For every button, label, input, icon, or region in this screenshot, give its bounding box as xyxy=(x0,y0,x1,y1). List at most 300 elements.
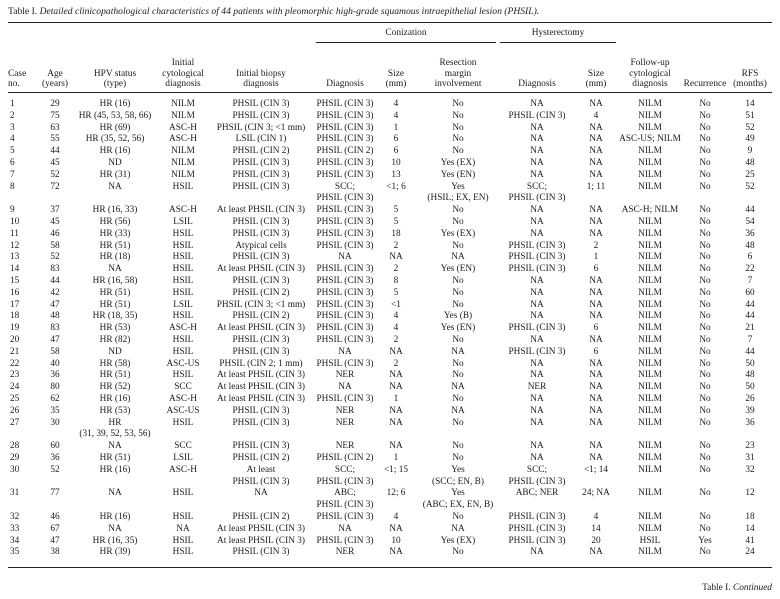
cell-follow-up-cytology: ASC-US; NILM xyxy=(619,134,681,145)
cell-initial-cytology: ASC-H xyxy=(169,394,197,404)
cell-hpv-status: HR (69) xyxy=(99,122,131,133)
cell-age: 60 xyxy=(50,441,60,452)
caption-label: Table I. xyxy=(8,6,40,17)
cell-initial-cytology: NA xyxy=(176,523,190,534)
cell-hysterectomy-diagnosis: NA xyxy=(530,287,544,298)
cell-age: 45 xyxy=(50,158,60,168)
cell-hysterectomy-size: 20 xyxy=(591,535,601,546)
cell-follow-up-cytology: NILM xyxy=(638,417,662,428)
cell-initial-cytology: ASC-H xyxy=(169,323,197,334)
column-header-rfs xyxy=(728,69,772,90)
cell-hysterectomy-size: 4 xyxy=(593,512,599,522)
cell-rfs: 44 xyxy=(745,205,755,216)
cell-conization-size: 2 xyxy=(393,240,399,251)
cell-conization-size: 6 xyxy=(393,146,399,157)
cell-hysterectomy-size: 6 xyxy=(593,346,599,357)
cell-age: 36 xyxy=(50,453,60,463)
cell-recurrence: No xyxy=(699,240,711,251)
cell-resection-margin: No xyxy=(452,394,464,404)
continued-text: Continued xyxy=(732,583,772,593)
table-row-line xyxy=(8,300,772,311)
cell-hpv-status: ND xyxy=(108,158,122,168)
cell-age: 72 xyxy=(50,181,60,192)
cell-rfs: 36 xyxy=(745,228,755,239)
cell-initial-cytology: HSIL xyxy=(172,346,194,357)
cell-initial-cytology: ASC-H xyxy=(169,134,197,145)
cell-resection-margin: Yes (EX) xyxy=(440,535,476,546)
cell-hpv-status: HR (56) xyxy=(99,217,131,227)
cell-case-no: 32 xyxy=(10,512,20,522)
cell-conization-size: 1 xyxy=(393,394,399,404)
cell-hysterectomy-size: NA xyxy=(589,417,603,428)
cell-age: 46 xyxy=(50,228,60,239)
cell-initial-cytology: ASC-H xyxy=(169,122,197,133)
cell-resection-margin: Yes xyxy=(451,488,465,499)
cell-hysterectomy-size: 4 xyxy=(593,110,599,121)
cell-age: 44 xyxy=(50,276,60,286)
column-header-line: (mm) xyxy=(585,79,607,90)
cell-hysterectomy-size: NA xyxy=(589,287,603,298)
cell-conization-diagnosis: NER xyxy=(335,441,355,452)
table-row-line xyxy=(8,512,772,523)
table-row-line xyxy=(8,111,772,122)
cell-recurrence: No xyxy=(699,464,711,475)
cell-initial-cytology: HSIL xyxy=(172,370,194,381)
table-row-line xyxy=(8,418,772,429)
cell-initial-cytology: HSIL xyxy=(172,276,194,286)
cell-rfs: 21 xyxy=(745,323,755,334)
cell-age: 52 xyxy=(50,464,60,475)
cell-hysterectomy-size: 24; NA xyxy=(582,488,610,499)
cell-conization-diagnosis: PHSIL (CIN 3) xyxy=(316,205,374,216)
cell-hpv-status: HR (35, 52, 56) xyxy=(85,134,145,145)
cell-resection-margin: (HSIL; EX, EN) xyxy=(427,193,489,204)
cell-conization-size: 13 xyxy=(391,169,401,180)
cell-hysterectomy-diagnosis: PHSIL (CIN 3) xyxy=(508,252,566,263)
cell-hpv-status: HR (16, 33) xyxy=(92,205,138,216)
cell-rfs: 14 xyxy=(745,523,755,534)
cell-conization-size: NA xyxy=(389,252,403,263)
cell-conization-size: 4 xyxy=(393,311,399,322)
cell-initial-biopsy: At least PHSIL (CIN 3) xyxy=(217,523,305,534)
cell-resection-margin: Yes xyxy=(451,181,465,192)
cell-conization-diagnosis: PHSIL (CIN 3) xyxy=(316,299,374,310)
cell-follow-up-cytology: NILM xyxy=(638,99,662,109)
cell-conization-diagnosis: PHSIL (CIN 3) xyxy=(316,500,374,511)
cell-resection-margin: Yes (EX) xyxy=(440,228,476,239)
cell-initial-cytology: HSIL xyxy=(172,252,194,263)
cell-case-no: 23 xyxy=(10,370,20,381)
cell-case-no: 3 xyxy=(10,122,15,133)
cell-initial-cytology: SCC xyxy=(174,441,192,452)
table-row-line xyxy=(8,382,772,393)
cell-initial-biopsy: PHSIL (CIN 3) xyxy=(232,217,290,227)
cell-hysterectomy-diagnosis: NA xyxy=(530,335,544,345)
cell-hpv-status: HR (16) xyxy=(99,146,131,157)
cell-rfs: 39 xyxy=(745,405,755,416)
cell-conization-diagnosis: PHSIL (CIN 3) xyxy=(316,134,374,145)
cell-hpv-status: HR (58) xyxy=(99,358,131,369)
cell-initial-biopsy: PHSIL (CIN 3) xyxy=(232,547,290,558)
group-header-hysterectomy: Hysterectomy xyxy=(531,28,585,38)
cell-conization-size: NA xyxy=(389,523,403,534)
cell-hysterectomy-size: NA xyxy=(589,228,603,239)
cell-conization-size: <1; 15 xyxy=(383,464,409,475)
cell-resection-margin: No xyxy=(452,122,464,133)
top-rule xyxy=(8,22,772,23)
cell-age: 63 xyxy=(50,122,60,133)
cell-resection-margin: No xyxy=(452,358,464,369)
cell-initial-biopsy: PHSIL (CIN 3) xyxy=(232,335,290,345)
table-row-line xyxy=(8,394,772,405)
column-header-hysterectomy-diagnosis xyxy=(500,79,574,90)
cell-recurrence: No xyxy=(699,311,711,322)
cell-recurrence: No xyxy=(699,264,711,275)
cell-resection-margin: No xyxy=(452,512,464,522)
cell-recurrence: No xyxy=(699,146,711,157)
cell-resection-margin: No xyxy=(452,453,464,463)
table-row-line xyxy=(8,406,772,417)
cell-initial-cytology: HSIL xyxy=(172,417,194,428)
cell-follow-up-cytology: NILM xyxy=(638,146,662,157)
cell-conization-diagnosis: NER xyxy=(335,417,355,428)
cell-initial-cytology: HSIL xyxy=(172,512,194,522)
group-header-conization: Conization xyxy=(385,28,427,38)
cell-conization-size: NA xyxy=(389,382,403,393)
table-row-line xyxy=(8,311,772,322)
cell-hysterectomy-size: NA xyxy=(589,453,603,463)
cell-recurrence: No xyxy=(699,441,711,452)
cell-rfs: 18 xyxy=(745,512,755,522)
cell-case-no: 20 xyxy=(10,335,20,345)
cell-conization-size: <1; 6 xyxy=(386,181,406,192)
cell-case-no: 26 xyxy=(10,405,20,416)
table-row-line xyxy=(8,536,772,547)
column-header-line: margin xyxy=(444,68,472,79)
cell-hysterectomy-diagnosis: NA xyxy=(530,311,544,322)
cell-conization-diagnosis: PHSIL (CIN 3) xyxy=(316,122,374,133)
cell-recurrence: No xyxy=(699,417,711,428)
cell-conization-diagnosis: NER xyxy=(335,405,355,416)
table-row-line xyxy=(8,229,772,240)
cell-initial-biopsy: At least PHSIL (CIN 3) xyxy=(217,323,305,334)
cell-follow-up-cytology: NILM xyxy=(638,453,662,463)
cell-hpv-status: HR (39) xyxy=(99,547,131,558)
cell-hysterectomy-diagnosis: NA xyxy=(530,276,544,286)
column-header-line: (months) xyxy=(733,79,767,90)
cell-age: 30 xyxy=(50,417,60,428)
cell-recurrence: No xyxy=(699,110,711,121)
table-row-line xyxy=(8,453,772,464)
cell-case-no: 25 xyxy=(10,394,20,404)
table-row-line xyxy=(8,182,772,193)
cell-conization-diagnosis: PHSIL (CIN 3) xyxy=(316,110,374,121)
cell-hysterectomy-diagnosis: PHSIL (CIN 3) xyxy=(508,110,566,121)
cell-rfs: 52 xyxy=(745,122,755,133)
cell-recurrence: No xyxy=(699,252,711,263)
cell-rfs: 44 xyxy=(745,299,755,310)
cell-hpv-status: ND xyxy=(108,346,122,357)
cell-conization-size: NA xyxy=(389,346,403,357)
cell-hysterectomy-diagnosis: NA xyxy=(530,417,544,428)
cell-resection-margin: No xyxy=(452,441,464,452)
cell-conization-diagnosis: PHSIL (CIN 3) xyxy=(316,535,374,546)
cell-case-no: 13 xyxy=(10,252,20,263)
cell-hysterectomy-size: NA xyxy=(589,441,603,452)
cell-case-no: 28 xyxy=(10,441,20,452)
cell-initial-cytology: HSIL xyxy=(172,287,194,298)
cell-recurrence: No xyxy=(699,405,711,416)
cell-initial-biopsy: PHSIL (CIN 3) xyxy=(232,276,290,286)
cell-initial-biopsy: Atypical cells xyxy=(235,240,287,251)
cell-follow-up-cytology: NILM xyxy=(638,547,662,558)
cell-follow-up-cytology: NILM xyxy=(638,370,662,381)
cell-conization-size: 1 xyxy=(393,453,399,463)
cell-conization-diagnosis: ABC; xyxy=(334,488,356,499)
cell-recurrence: No xyxy=(699,488,711,499)
cell-hysterectomy-diagnosis: NA xyxy=(530,358,544,369)
cell-hysterectomy-size: NA xyxy=(589,311,603,322)
cell-rfs: 44 xyxy=(745,346,755,357)
column-header-line: involvement xyxy=(434,79,482,90)
table-continued-note xyxy=(702,583,772,593)
cell-hpv-status: NA xyxy=(108,181,122,192)
cell-resection-margin: No xyxy=(452,370,464,381)
cell-rfs: 14 xyxy=(745,99,755,109)
cell-conization-diagnosis: PHSIL (CIN 3) xyxy=(316,287,374,298)
column-header-line: HPV status xyxy=(93,68,137,79)
cell-recurrence: No xyxy=(699,158,711,168)
cell-recurrence: No xyxy=(699,287,711,298)
table-row-line xyxy=(8,359,772,370)
cell-hpv-status: HR (18) xyxy=(99,252,131,263)
cell-age: 40 xyxy=(50,358,60,369)
cell-conization-size: 2 xyxy=(393,358,399,369)
cell-conization-diagnosis: NA xyxy=(338,523,352,534)
cell-conization-diagnosis: NER xyxy=(335,370,355,381)
cell-recurrence: No xyxy=(699,228,711,239)
cell-conization-diagnosis: PHSIL (CIN 2) xyxy=(316,146,374,157)
table-row-line xyxy=(8,241,772,252)
cell-case-no: 15 xyxy=(10,276,20,286)
table-row-line xyxy=(8,477,772,488)
cell-case-no: 7 xyxy=(10,169,15,180)
table-row-line xyxy=(8,252,772,263)
cell-resection-margin: Yes xyxy=(451,464,465,475)
cell-case-no: 4 xyxy=(10,134,15,145)
cell-conization-diagnosis: NA xyxy=(338,252,352,263)
cell-age: 58 xyxy=(50,240,60,251)
table-row-line xyxy=(8,323,772,334)
cell-case-no: 1 xyxy=(10,99,15,109)
table-row-line xyxy=(8,335,772,346)
cell-hysterectomy-diagnosis: NA xyxy=(530,134,544,145)
cell-hysterectomy-diagnosis: NA xyxy=(530,441,544,452)
column-header-resection-margin xyxy=(416,58,500,90)
cell-recurrence: No xyxy=(699,323,711,334)
cell-hysterectomy-size: NA xyxy=(589,335,603,345)
cell-initial-cytology: HSIL xyxy=(172,488,194,499)
cell-hpv-status: NA xyxy=(108,441,122,452)
cell-age: 67 xyxy=(50,523,60,534)
column-header-line: cytological xyxy=(629,68,671,79)
column-header-line: Case xyxy=(8,68,27,79)
cell-recurrence: No xyxy=(699,382,711,393)
cell-hpv-status: HR (18, 35) xyxy=(92,311,138,322)
column-header-line: (type) xyxy=(103,79,127,90)
cell-resection-margin: No xyxy=(452,217,464,227)
cell-initial-cytology: LSIL xyxy=(173,299,193,310)
cell-recurrence: No xyxy=(699,370,711,381)
column-header-line: diagnosis xyxy=(243,79,279,90)
cell-hpv-status: HR (16, 58) xyxy=(92,276,138,286)
cell-rfs: 26 xyxy=(745,394,755,404)
cell-conization-diagnosis: PHSIL (CIN 3) xyxy=(316,264,374,275)
cell-hysterectomy-diagnosis: PHSIL (CIN 3) xyxy=(508,523,566,534)
cell-initial-cytology: HSIL xyxy=(172,228,194,239)
cell-initial-cytology: NILM xyxy=(171,110,195,121)
cell-recurrence: No xyxy=(699,358,711,369)
cell-case-no: 2 xyxy=(10,110,15,121)
cell-hysterectomy-size: NA xyxy=(589,146,603,157)
table-caption xyxy=(8,6,539,17)
cell-follow-up-cytology: NILM xyxy=(638,181,662,192)
cell-rfs: 6 xyxy=(747,252,753,263)
cell-initial-cytology: HSIL xyxy=(172,535,194,546)
cell-hysterectomy-diagnosis: NA xyxy=(530,370,544,381)
cell-recurrence: No xyxy=(699,547,711,558)
cell-initial-biopsy: PHSIL (CIN 3; <1 mm) xyxy=(216,122,306,133)
cell-hysterectomy-diagnosis: SCC; xyxy=(526,181,548,192)
table-row-line xyxy=(8,547,772,558)
cell-hpv-status: HR (53) xyxy=(99,405,131,416)
cell-conization-size: 2 xyxy=(393,264,399,275)
cell-hysterectomy-diagnosis: NA xyxy=(530,299,544,310)
cell-initial-cytology: LSIL xyxy=(173,453,193,463)
table-row-line xyxy=(8,205,772,216)
cell-hysterectomy-diagnosis: PHSIL (CIN 3) xyxy=(508,512,566,522)
cell-hysterectomy-diagnosis: PHSIL (CIN 3) xyxy=(508,323,566,334)
cell-recurrence: No xyxy=(699,523,711,534)
cell-conization-diagnosis: PHSIL (CIN 3) xyxy=(316,228,374,239)
cell-hpv-status: HR (16) xyxy=(99,99,131,109)
cell-hysterectomy-diagnosis: NA xyxy=(530,158,544,168)
caption-title: Detailed clinicopathological characteristics of 44 patients with pleomorphic high-grade squamous intraepithelial lesion (PHSIL). xyxy=(39,6,540,17)
cell-recurrence: No xyxy=(699,346,711,357)
cell-hysterectomy-diagnosis: PHSIL (CIN 3) xyxy=(508,240,566,251)
cell-hpv-status: HR (82) xyxy=(99,335,131,345)
cell-recurrence: No xyxy=(699,512,711,522)
cell-case-no: 24 xyxy=(10,382,20,393)
cell-initial-biopsy: At least xyxy=(246,464,276,475)
cell-resection-margin: No xyxy=(452,99,464,109)
cell-hysterectomy-size: NA xyxy=(589,299,603,310)
table-row-line xyxy=(8,465,772,476)
cell-conization-diagnosis: PHSIL (CIN 3) xyxy=(316,335,374,345)
cell-initial-biopsy: PHSIL (CIN 3) xyxy=(232,346,290,357)
cell-case-no: 29 xyxy=(10,453,20,463)
column-header-hysterectomy-size xyxy=(574,69,618,90)
cell-recurrence: No xyxy=(699,134,711,145)
cell-initial-biopsy: PHSIL (CIN 2) xyxy=(232,146,290,157)
cell-initial-biopsy: PHSIL (CIN 2; 1 mm) xyxy=(219,358,303,369)
cell-hysterectomy-diagnosis: NA xyxy=(530,146,544,157)
cell-initial-cytology: HSIL xyxy=(172,547,194,558)
cell-recurrence: No xyxy=(699,335,711,345)
cell-initial-cytology: NILM xyxy=(171,158,195,168)
cell-initial-cytology: HSIL xyxy=(172,335,194,345)
conization-rule xyxy=(316,42,496,43)
cell-initial-biopsy: PHSIL (CIN 2) xyxy=(232,311,290,322)
cell-hpv-status: NA xyxy=(108,523,122,534)
cell-hysterectomy-size: NA xyxy=(589,382,603,393)
cell-resection-margin: No xyxy=(452,205,464,216)
cell-follow-up-cytology: NILM xyxy=(638,264,662,275)
cell-conization-diagnosis: PHSIL (CIN 3) xyxy=(316,358,374,369)
cell-rfs: 36 xyxy=(745,417,755,428)
cell-recurrence: No xyxy=(699,394,711,404)
cell-hpv-status: HR (51) xyxy=(99,299,131,310)
cell-resection-margin: NA xyxy=(451,252,465,263)
table-row-line xyxy=(8,488,772,499)
cell-recurrence: No xyxy=(699,169,711,180)
cell-hysterectomy-size: NA xyxy=(589,99,603,109)
cell-rfs: 49 xyxy=(745,134,755,145)
cell-hysterectomy-diagnosis: ABC; NER xyxy=(515,488,559,499)
cell-hysterectomy-size: NA xyxy=(589,276,603,286)
table-row-line xyxy=(8,500,772,511)
cell-rfs: 12 xyxy=(745,488,755,499)
cell-initial-cytology: HSIL xyxy=(172,240,194,251)
cell-initial-biopsy: NA xyxy=(254,488,268,499)
cell-follow-up-cytology: NILM xyxy=(638,169,662,180)
cell-hpv-status: HR (51) xyxy=(99,453,131,463)
cell-hpv-status: NA xyxy=(108,264,122,275)
table-row-line xyxy=(8,347,772,358)
cell-rfs: 54 xyxy=(745,217,755,227)
cell-recurrence: No xyxy=(699,299,711,310)
cell-resection-margin: Yes (B) xyxy=(443,311,473,322)
cell-hysterectomy-size: NA xyxy=(589,158,603,168)
cell-initial-biopsy: PHSIL (CIN 3) xyxy=(232,228,290,239)
cell-rfs: 51 xyxy=(745,110,755,121)
cell-conization-diagnosis: PHSIL (CIN 3) xyxy=(316,193,374,204)
cell-case-no: 35 xyxy=(10,547,20,558)
cell-initial-biopsy: PHSIL (CIN 2) xyxy=(232,453,290,463)
cell-initial-biopsy: PHSIL (CIN 3) xyxy=(232,476,290,487)
cell-conization-size: NA xyxy=(389,417,403,428)
cell-follow-up-cytology: NILM xyxy=(638,276,662,286)
cell-hpv-status: NA xyxy=(108,488,122,499)
column-header-line: Recurrence xyxy=(683,79,727,90)
cell-initial-cytology: SCC xyxy=(174,382,192,393)
cell-age: 44 xyxy=(50,146,60,157)
cell-case-no: 11 xyxy=(10,228,19,239)
cell-case-no: 9 xyxy=(10,205,15,216)
cell-initial-biopsy: PHSIL (CIN 2) xyxy=(232,287,290,298)
cell-recurrence: No xyxy=(699,276,711,286)
cell-conization-size: 10 xyxy=(391,158,401,168)
cell-resection-margin: NA xyxy=(451,346,465,357)
cell-recurrence: No xyxy=(699,217,711,227)
cell-recurrence: No xyxy=(699,181,711,192)
cell-rfs: 25 xyxy=(745,169,755,180)
cell-rfs: 50 xyxy=(745,382,755,393)
cell-recurrence: No xyxy=(699,122,711,133)
header-rule xyxy=(8,92,772,93)
cell-hpv-status: HR (52) xyxy=(99,382,131,393)
cell-age: 42 xyxy=(50,287,60,298)
